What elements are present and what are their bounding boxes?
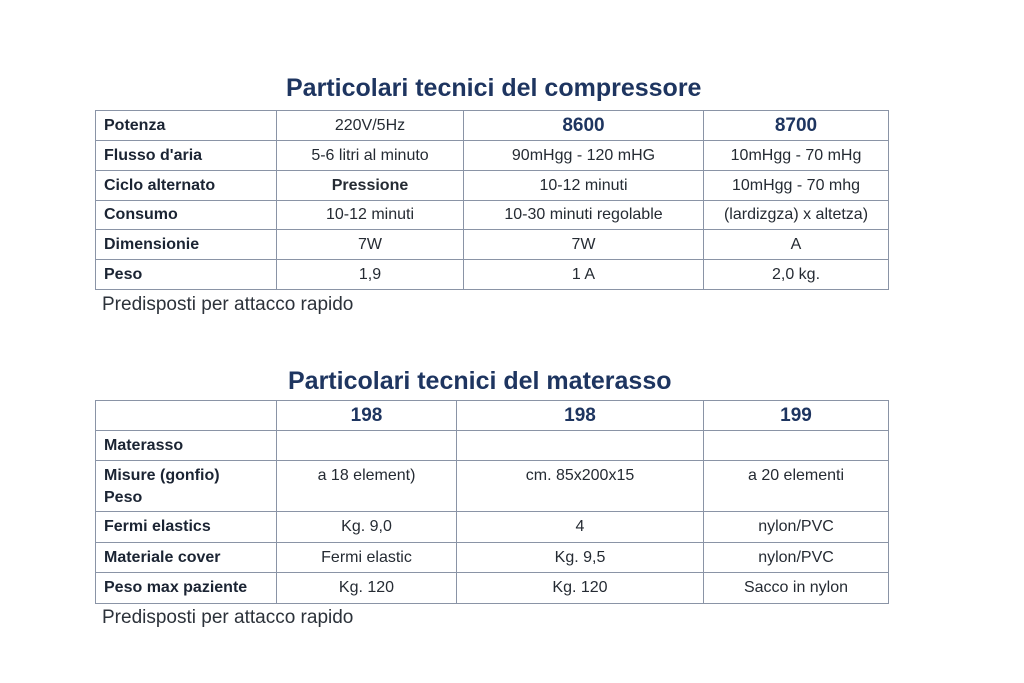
table-cell: Kg. 120 <box>277 573 457 604</box>
table-cell: (lardizgza) x altetza) <box>704 201 889 230</box>
row-label: Peso <box>96 260 277 290</box>
row-label: Ciclo alternato <box>96 171 277 201</box>
table-cell: 1 A <box>464 260 704 290</box>
row-label: Flusso d'aria <box>96 141 277 171</box>
table-cell: 10mHgg - 70 mHg <box>704 141 889 171</box>
table-row <box>96 573 889 604</box>
mattress-title: Particolari tecnici del materasso <box>288 367 672 395</box>
row-label: Fermi elastics <box>96 512 277 543</box>
mattress-table <box>95 400 889 604</box>
model-header: 8600 <box>464 111 704 141</box>
table-cell <box>277 431 457 461</box>
table-cell: Fermi elastic <box>277 543 457 573</box>
table-cell: Pressione <box>277 171 464 201</box>
table-header-row <box>96 401 889 431</box>
table-cell: 10-12 minuti <box>464 171 704 201</box>
table-row <box>96 461 889 512</box>
mattress-note: Predisposti per attacco rapido <box>102 607 354 628</box>
row-label: Materasso <box>96 431 277 461</box>
table-row <box>96 141 889 171</box>
table-cell: 1,9 <box>277 260 464 290</box>
row-label-line: Peso <box>104 489 143 506</box>
table-cell: Kg. 9,5 <box>457 543 704 573</box>
table-cell: 90mHgg - 120 mHG <box>464 141 704 171</box>
table-row <box>96 431 889 461</box>
table-cell: cm. 85x200x15 <box>457 461 704 512</box>
table-cell: a 20 elementi <box>704 461 889 512</box>
table-cell <box>457 431 704 461</box>
table-cell: a 18 element) <box>277 461 457 512</box>
table-cell: 2,0 kg. <box>704 260 889 290</box>
table-row <box>96 260 889 290</box>
table-cell: Kg. 9,0 <box>277 512 457 543</box>
table-row <box>96 111 889 141</box>
table-cell: A <box>704 230 889 260</box>
table-cell: 5-6 litri al minuto <box>277 141 464 171</box>
row-label: Potenza <box>96 111 277 141</box>
table-cell: 4 <box>457 512 704 543</box>
row-label: Dimensionie <box>96 230 277 260</box>
table-cell <box>704 431 889 461</box>
empty-header-cell <box>96 401 277 431</box>
model-header: 198 <box>277 401 457 431</box>
row-label-line: Misure (gonfio) <box>104 467 220 484</box>
row-label: Materiale cover <box>96 543 277 573</box>
model-header: 198 <box>457 401 704 431</box>
table-cell: nylon/PVC <box>704 512 889 543</box>
table-row <box>96 543 889 573</box>
table-cell: 10-12 minuti <box>277 201 464 230</box>
model-header: 8700 <box>704 111 889 141</box>
table-cell: nylon/PVC <box>704 543 889 573</box>
compressor-note: Predisposti per attacco rapido <box>102 294 354 315</box>
row-label: Consumo <box>96 201 277 230</box>
table-row <box>96 171 889 201</box>
model-header: 199 <box>704 401 889 431</box>
table-cell: 10-30 minuti regolable <box>464 201 704 230</box>
table-cell: 7W <box>464 230 704 260</box>
row-label: Peso max paziente <box>96 573 277 604</box>
table-cell: Kg. 120 <box>457 573 704 604</box>
compressor-table <box>95 110 889 290</box>
table-cell: Sacco in nylon <box>704 573 889 604</box>
table-cell: 220V/5Hz <box>277 111 464 141</box>
table-cell: 10mHgg - 70 mhg <box>704 171 889 201</box>
table-row <box>96 512 889 543</box>
row-label <box>96 461 277 512</box>
table-row <box>96 201 889 230</box>
compressor-title: Particolari tecnici del compressore <box>286 74 702 102</box>
table-row <box>96 230 889 260</box>
table-cell: 7W <box>277 230 464 260</box>
